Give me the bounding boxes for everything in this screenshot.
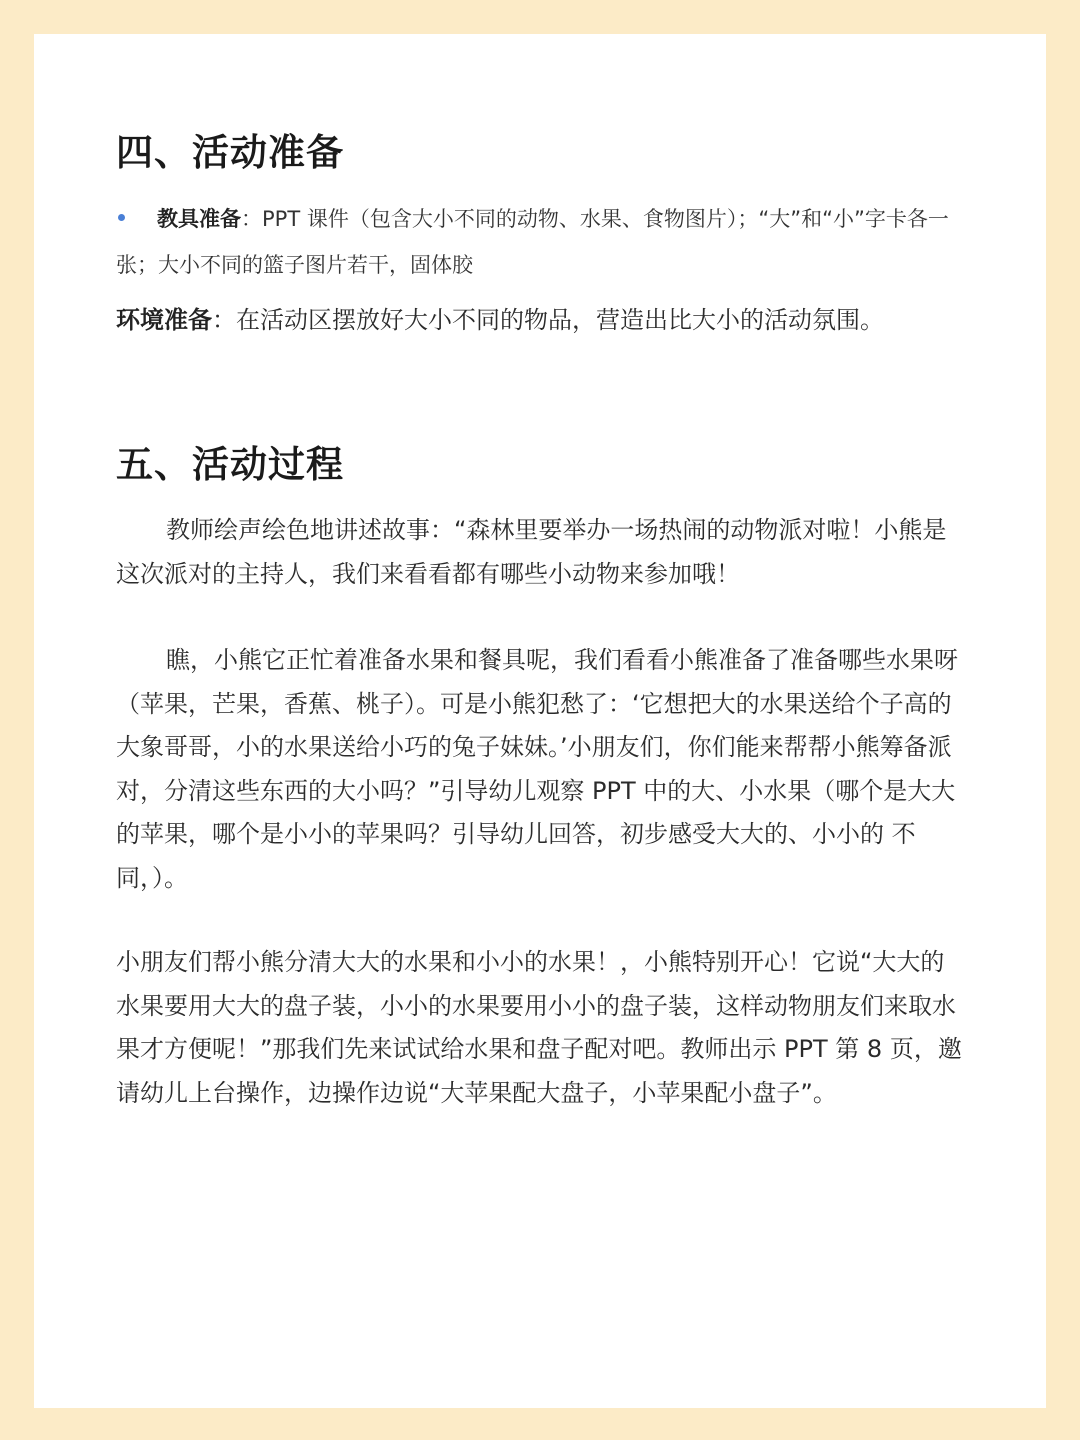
process-paragraph-3: 小朋友们帮小熊分清大大的水果和小小的水果！，小熊特别开心！它说“大大的水果要用大大的盘子装，小小的水果要用小小的盘子装，这样动物朋友们来取水果才方便呢！”那我们先来试试给水果和盘子配对吧。教师出示 PPT 第 8 页，邀请幼儿上台操作，边操作边说“大苹果配大盘子，小苹果配小盘子”。 xyxy=(116,948,962,1107)
section-heading-process: 五、活动过程 xyxy=(116,443,344,486)
environment-text: ：在活动区摆放好大小不同的物品，营造出比大小的活动氛围。 xyxy=(212,306,884,334)
section-heading-preparation: 四、活动准备 xyxy=(116,131,344,174)
environment-prep-line xyxy=(116,300,966,340)
teaching-aids-label: 教具准备 xyxy=(157,207,241,231)
process-paragraph-1: 教师绘声绘色地讲述故事：“森林里要举办一场热闹的动物派对啦！小熊是这次派对的主持人，我们来看看都有哪些小动物来参加哦！ xyxy=(116,516,947,588)
teaching-aids-text: ：PPT 课件（包含大小不同的动物、水果、食物图片）；“大”和“小”字卡各一张；大小不同的篮子图片若干，固体胶 xyxy=(116,207,949,277)
list-item-teaching-aids xyxy=(116,196,966,288)
document-page xyxy=(34,34,1046,1408)
environment-label: 环境准备 xyxy=(116,306,212,334)
bullet-icon xyxy=(118,214,125,221)
process-paragraph-2: 瞧，小熊它正忙着准备水果和餐具呢，我们看看小熊准备了准备哪些水果呀（苹果，芒果，香蕉、桃子）。可是小熊犯愁了：‘它想把大的水果送给个子高的大象哥哥，小的水果送给小巧的兔子妹妹。’小朋友们，你们能来帮帮小熊筹备派对，分清这些东西的大小吗？”引导幼儿观察 PPT 中的大、小水果（哪个是大大的苹果，哪个是小小的苹果吗？引导幼儿回答，初步感受大大的、小小的 不同，）。 xyxy=(116,646,958,892)
